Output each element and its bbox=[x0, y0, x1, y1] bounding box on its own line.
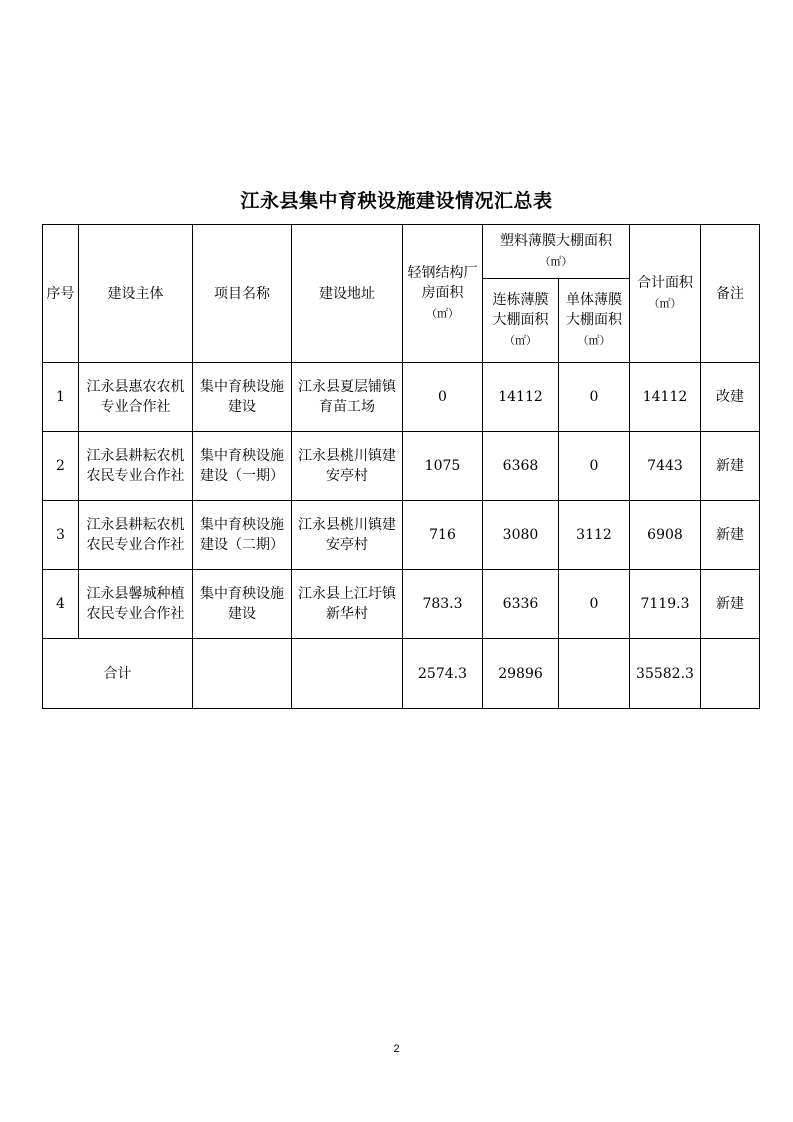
cell-project: 集中育秧设施建设 bbox=[193, 570, 292, 639]
header-seq: 序号 bbox=[43, 225, 79, 363]
cell-seq: 4 bbox=[43, 570, 79, 639]
header-entity: 建设主体 bbox=[79, 225, 193, 363]
cell-total: 6908 bbox=[630, 501, 701, 570]
cell-remarks: 新建 bbox=[701, 432, 760, 501]
cell-entity: 江永县馨城种植农民专业合作社 bbox=[79, 570, 193, 639]
header-multi-span bbox=[483, 279, 559, 363]
table-row bbox=[43, 432, 760, 501]
page-title: 江永县集中育秧设施建设情况汇总表 bbox=[240, 190, 553, 212]
cell-steel: 1075 bbox=[403, 432, 483, 501]
cell-multi-span: 6368 bbox=[483, 432, 559, 501]
cell-total: 7443 bbox=[630, 432, 701, 501]
table-row bbox=[43, 570, 760, 639]
total-row bbox=[43, 639, 760, 709]
cell-single: 3112 bbox=[559, 501, 630, 570]
cell-multi-span: 3080 bbox=[483, 501, 559, 570]
cell-address: 江永县夏层铺镇育苗工场 bbox=[292, 363, 403, 432]
header-total-area bbox=[630, 225, 701, 363]
cell-address: 江永县桃川镇建安亭村 bbox=[292, 501, 403, 570]
total-project-empty bbox=[193, 639, 292, 709]
cell-remarks: 新建 bbox=[701, 501, 760, 570]
cell-single: 0 bbox=[559, 432, 630, 501]
total-steel: 2574.3 bbox=[403, 639, 483, 709]
cell-entity: 江永县惠农农机专业合作社 bbox=[79, 363, 193, 432]
cell-project: 集中育秧设施建设（一期） bbox=[193, 432, 292, 501]
total-address-empty bbox=[292, 639, 403, 709]
header-multi-span-label: 连栋薄膜大棚面积 bbox=[492, 292, 549, 328]
header-total-label: 合计面积 bbox=[637, 275, 693, 291]
header-steel bbox=[403, 225, 483, 363]
header-single bbox=[559, 279, 630, 363]
header-steel-label: 轻钢结构厂房面积 bbox=[407, 265, 478, 301]
header-plastic-label: 塑料薄膜大棚面积 bbox=[500, 233, 612, 249]
cell-total: 7119.3 bbox=[630, 570, 701, 639]
total-single bbox=[559, 639, 630, 709]
unit-label: （㎡） bbox=[504, 334, 537, 347]
cell-entity: 江永县耕耘农机农民专业合作社 bbox=[79, 501, 193, 570]
cell-seq: 2 bbox=[43, 432, 79, 501]
header-remarks: 备注 bbox=[701, 225, 760, 363]
total-multi-span: 29896 bbox=[483, 639, 559, 709]
cell-steel: 783.3 bbox=[403, 570, 483, 639]
table-row bbox=[43, 501, 760, 570]
header-project: 项目名称 bbox=[193, 225, 292, 363]
cell-remarks: 改建 bbox=[701, 363, 760, 432]
total-label: 合计 bbox=[43, 639, 193, 709]
cell-seq: 1 bbox=[43, 363, 79, 432]
cell-project: 集中育秧设施建设 bbox=[193, 363, 292, 432]
unit-label: （㎡） bbox=[648, 297, 682, 310]
cell-single: 0 bbox=[559, 570, 630, 639]
cell-total: 14112 bbox=[630, 363, 701, 432]
table-row bbox=[43, 363, 760, 432]
total-remarks-empty bbox=[701, 639, 760, 709]
header-single-label: 单体薄膜大棚面积 bbox=[566, 292, 622, 328]
cell-steel: 716 bbox=[403, 501, 483, 570]
cell-remarks: 新建 bbox=[701, 570, 760, 639]
cell-seq: 3 bbox=[43, 501, 79, 570]
unit-label: （㎡） bbox=[577, 334, 611, 347]
header-plastic-group bbox=[483, 225, 630, 279]
unit-label: （㎡） bbox=[426, 307, 459, 320]
cell-steel: 0 bbox=[403, 363, 483, 432]
page-number: 2 bbox=[393, 1043, 400, 1055]
cell-multi-span: 6336 bbox=[483, 570, 559, 639]
summary-table bbox=[42, 224, 760, 709]
header-address: 建设地址 bbox=[292, 225, 403, 363]
cell-entity: 江永县耕耘农机农民专业合作社 bbox=[79, 432, 193, 501]
cell-project: 集中育秧设施建设（二期） bbox=[193, 501, 292, 570]
header-row bbox=[43, 225, 760, 279]
cell-multi-span: 14112 bbox=[483, 363, 559, 432]
total-area: 35582.3 bbox=[630, 639, 701, 709]
cell-address: 江永县桃川镇建安亭村 bbox=[292, 432, 403, 501]
cell-address: 江永县上江圩镇新华村 bbox=[292, 570, 403, 639]
cell-single: 0 bbox=[559, 363, 630, 432]
unit-label: （㎡） bbox=[539, 255, 573, 268]
